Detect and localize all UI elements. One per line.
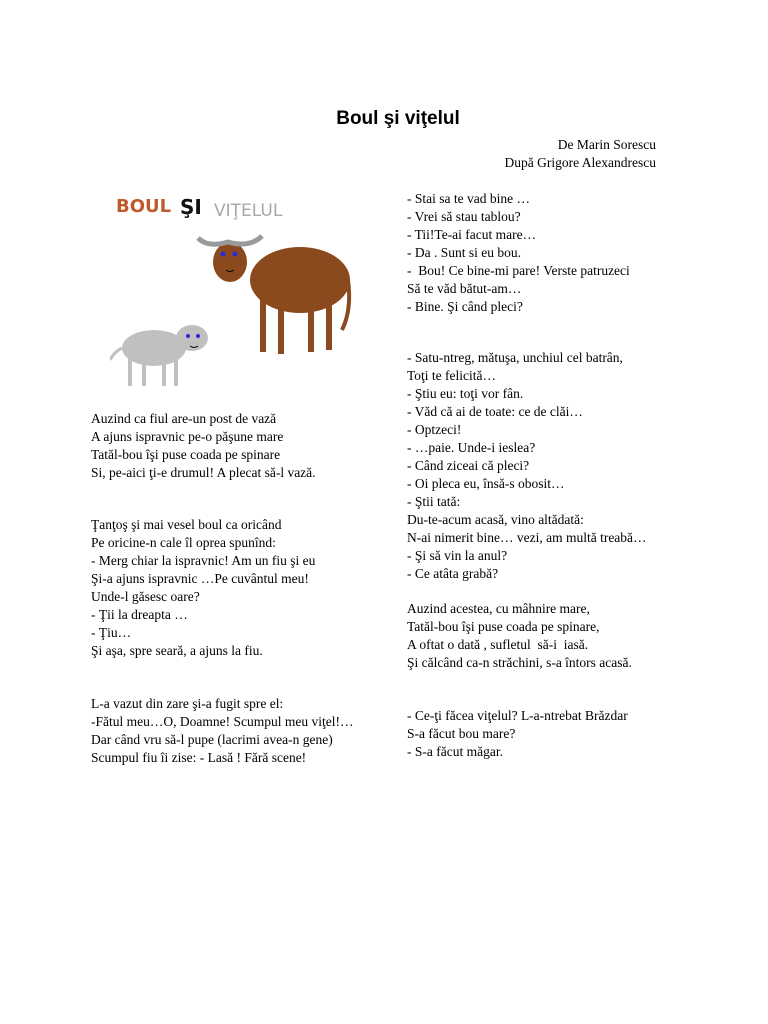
poem-line: Dar când vru să-l pupe (lacrimi avea-n gene)	[91, 732, 333, 747]
right-stanza-3	[407, 600, 632, 672]
poem-line: - Ştii tată:	[407, 494, 461, 509]
poem-line: - Oi pleca eu, însă-s obosit…	[407, 476, 565, 491]
poem-line: Du-te-acum acasă, vino altădată:	[407, 512, 584, 527]
poem-line: L-a vazut din zare şi-a fugit spre el:	[91, 696, 284, 711]
caption-boul: BOUL	[116, 196, 172, 217]
poem-line: - Vrei să stau tablou?	[407, 209, 521, 224]
poem-line: - Ţii la dreapta …	[91, 607, 188, 622]
poem-line: - Când ziceai că pleci?	[407, 458, 530, 473]
poem-line: A oftat o dată , sufletul să-i iasă.	[407, 637, 589, 652]
poem-line: - Ce atâta grabă?	[407, 566, 499, 581]
left-stanza-1	[91, 410, 316, 482]
ox-and-calf-illustration	[110, 180, 372, 394]
poem-line: Şi călcând ca-n străchini, s-a întors acasă.	[407, 655, 632, 670]
poem-line: Să te văd bătut-am…	[407, 281, 522, 296]
poem-line: - Bine. Şi când pleci?	[407, 299, 523, 314]
poem-line: S-a făcut bou mare?	[407, 726, 516, 741]
poem-line: Ţanţoş şi mai vesel boul ca oricând	[91, 517, 282, 532]
poem-line: - Tii!Te-ai facut mare…	[407, 227, 537, 242]
poem-line: - …paie. Unde-i ieslea?	[407, 440, 536, 455]
poem-line: - S-a făcut măgar.	[407, 744, 503, 759]
poem-line: - Merg chiar la ispravnic! Am un fiu şi eu	[91, 553, 316, 568]
poem-line: Toţi te felicită…	[407, 368, 497, 383]
poem-line: Pe oricine-n cale îl oprea spunînd:	[91, 535, 276, 550]
poem-line: Scumpul fiu îi zise: - Lasă ! Fără scene!	[91, 750, 307, 765]
poem-line: Şi aşa, spre seară, a ajuns la fiu.	[91, 643, 263, 658]
poem-line: Si, pe-aici ţi-e drumul! A plecat să-l vază.	[91, 465, 316, 480]
poem-line: - Stai sa te vad bine …	[407, 191, 530, 206]
poem-line: - Satu-ntreg, mătuşa, unchiul cel batrân,	[407, 350, 623, 365]
left-stanza-3	[91, 695, 353, 767]
ox-drawing	[198, 236, 350, 354]
poem-line: -Fătul meu…O, Doamne! Scumpul meu viţel!…	[91, 714, 354, 729]
poem-line: Şi-a ajuns ispravnic …Pe cuvântul meu!	[91, 571, 309, 586]
caption-si: ŞI	[180, 195, 202, 219]
poem-line: N-ai nimerit bine… vezi, am multă treabă…	[407, 530, 647, 545]
poem-line: - Bou! Ce bine-mi pare! Verste patruzeci	[407, 263, 630, 278]
poem-line: Tatăl-bou îşi puse coada pe spinare,	[407, 619, 600, 634]
poem-line: - Ţiu…	[91, 625, 132, 640]
right-stanza-2	[407, 349, 647, 583]
poem-line: - Optzeci!	[407, 422, 462, 437]
poem-line: - Şi să vin la anul?	[407, 548, 508, 563]
poem-line: Auzind acestea, cu mâhnire mare,	[407, 601, 590, 616]
poem-line: - Da . Sunt si eu bou.	[407, 245, 521, 260]
poem-title: Boul şi viţelul	[336, 108, 460, 129]
calf-drawing	[110, 325, 208, 386]
poem-line: Auzind ca fiul are-un post de vază	[91, 411, 277, 426]
source-byline: După Grigore Alexandrescu	[504, 155, 656, 170]
left-stanza-2	[91, 516, 315, 660]
poem-line: Unde-l găsesc oare?	[91, 589, 200, 604]
author-byline: De Marin Sorescu	[557, 137, 656, 152]
poem-line: - Ştiu eu: toţi vor fân.	[407, 386, 524, 401]
poem-line: - Văd că ai de toate: ce de clăi…	[407, 404, 583, 419]
poem-line: - Ce-ţi făcea viţelul? L-a-ntrebat Brăzdar	[407, 708, 628, 723]
right-stanza-4	[407, 707, 628, 761]
poem-line: Tatăl-bou îşi puse coada pe spinare	[91, 447, 281, 462]
caption-vitelul: VIŢELUL	[214, 201, 283, 221]
right-stanza-1	[407, 190, 630, 316]
poem-line: A ajuns ispravnic pe-o păşune mare	[91, 429, 284, 444]
